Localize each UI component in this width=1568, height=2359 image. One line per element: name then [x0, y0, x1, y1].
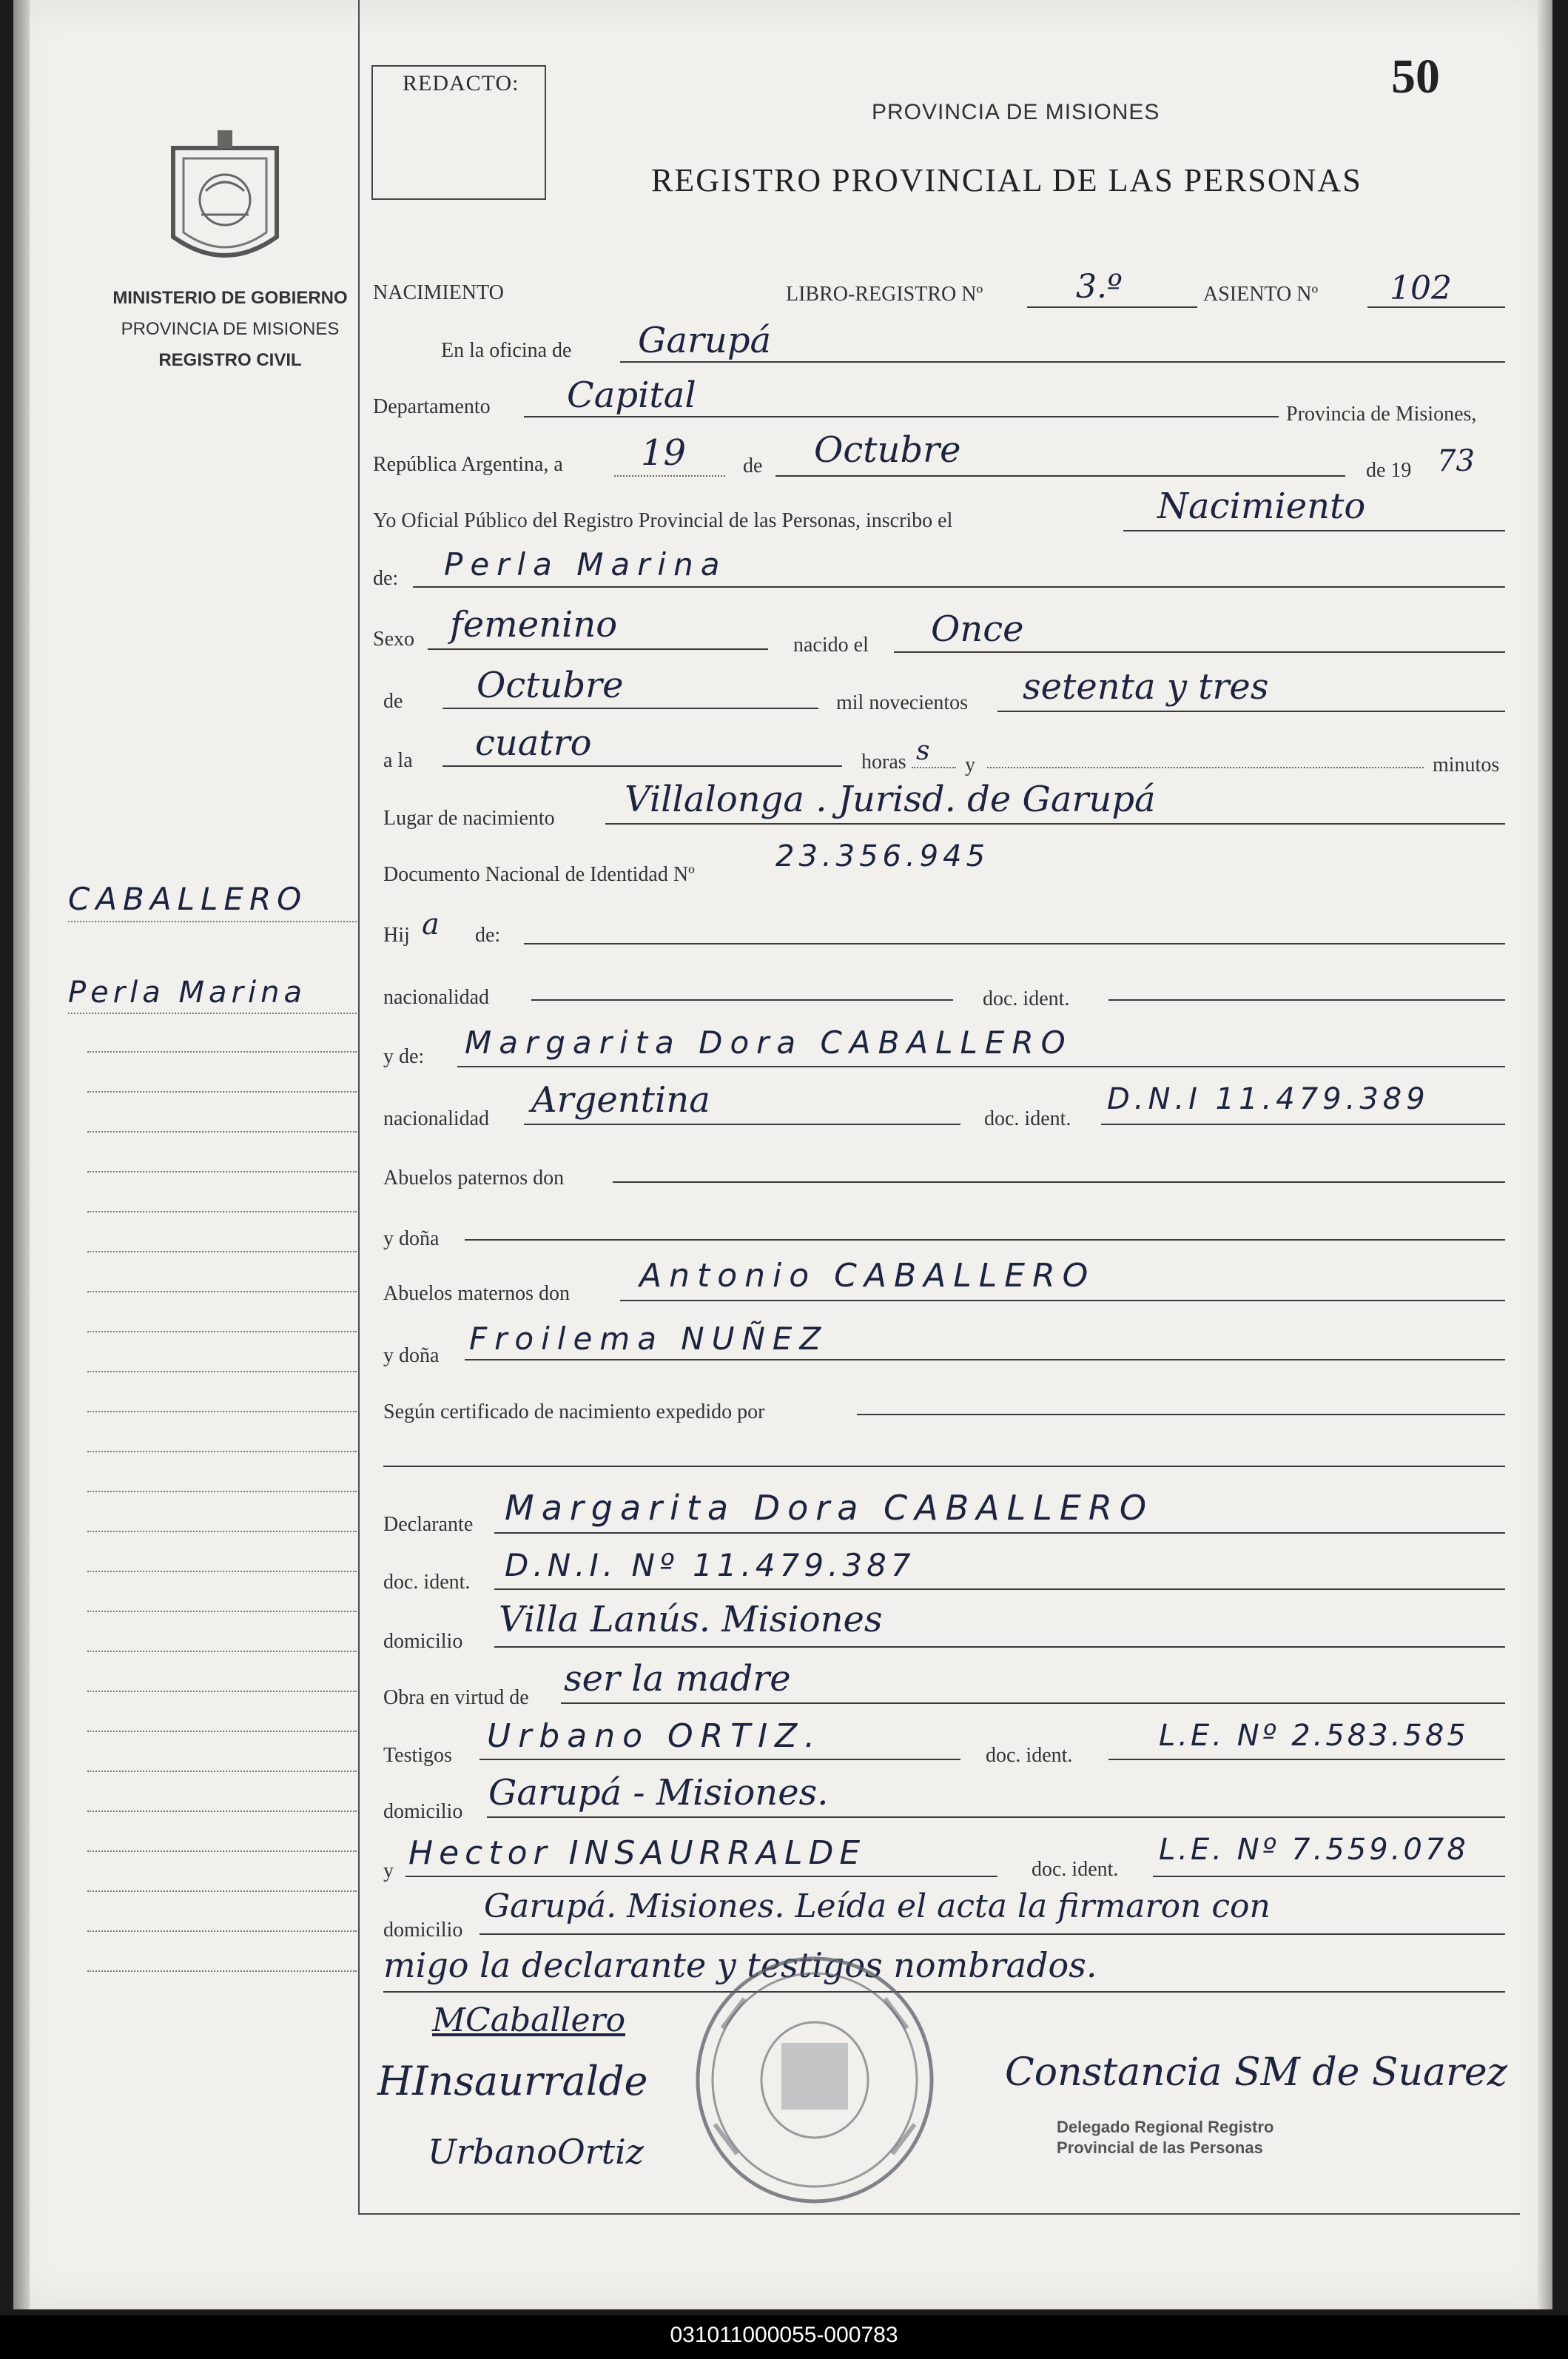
- docident3-value: D.N.I. Nº 11.479.387: [505, 1547, 915, 1583]
- testigo1-line: [480, 1759, 960, 1760]
- nacimiento-label: NACIMIENTO: [373, 281, 504, 304]
- docident2-value: D.N.I 11.479.389: [1107, 1082, 1430, 1116]
- testigo2-line: [406, 1876, 997, 1877]
- docident3-label: doc. ident.: [383, 1571, 471, 1594]
- anio-nac-line: [997, 711, 1505, 712]
- ydona2-label: y doña: [383, 1344, 440, 1367]
- nacionalidad2-line: [524, 1124, 960, 1125]
- obra-label: Obra en virtud de: [383, 1686, 529, 1709]
- province-line: PROVINCIA DE MISIONES: [121, 319, 340, 339]
- segun-line: [857, 1414, 1505, 1415]
- docident4-label: doc. ident.: [986, 1744, 1073, 1767]
- signature-official: Constancia SM de Suarez: [1005, 2050, 1508, 2095]
- continuation-value: migo la declarante y testigos nombrados.: [383, 1945, 1097, 1985]
- y-label: y: [965, 754, 975, 776]
- abuelos-pat-line: [613, 1181, 1505, 1183]
- margin-line: [87, 1571, 357, 1572]
- oficina-line: [620, 361, 1505, 363]
- bottom-rule: [358, 2213, 1520, 2215]
- margin-given-names: Perla Marina: [68, 976, 306, 1010]
- testigos-label: Testigos: [383, 1744, 452, 1767]
- docident-line: [1108, 999, 1505, 1001]
- margin-line: [87, 1731, 357, 1732]
- departamento-label: Departamento: [373, 395, 491, 418]
- continuation-line: [383, 1991, 1505, 1993]
- redacto-box: [371, 65, 546, 200]
- signature-testigo1: UrbanoOrtiz: [428, 2132, 645, 2172]
- provincia-label: Provincia de Misiones,: [1286, 403, 1477, 426]
- margin-line: [87, 1051, 357, 1053]
- domicilio3-label: domicilio: [383, 1919, 463, 1942]
- domicilio-value: Villa Lanús. Misiones: [499, 1599, 883, 1640]
- ala-label: a la: [383, 749, 413, 772]
- margin-line: [87, 1331, 357, 1332]
- abuelo-mat-value: Antonio CABALLERO: [639, 1257, 1096, 1295]
- docident-label: doc. ident.: [983, 987, 1070, 1010]
- margin-line: [87, 1811, 357, 1812]
- declarante-line: [494, 1532, 1505, 1534]
- segun-line-2: [383, 1466, 1505, 1467]
- asiento-value: 102: [1390, 269, 1452, 307]
- margin-line: [87, 1291, 357, 1292]
- testigo1-value: Urbano ORTIZ.: [487, 1717, 823, 1755]
- signature-declarante: MCaballero: [432, 2001, 626, 2039]
- sexo-line: [428, 648, 768, 650]
- margin-line: [87, 1171, 357, 1172]
- inscribo-value: Nacimiento: [1157, 486, 1366, 527]
- signature-testigo2: HInsaurralde: [377, 2058, 648, 2104]
- oficina-value: Garupá: [638, 320, 772, 361]
- margin-line: [87, 1691, 357, 1692]
- hija-suffix: a: [422, 907, 440, 942]
- mes-line: [775, 475, 1345, 477]
- margin-line: [87, 1651, 357, 1652]
- departamento-line: [524, 416, 1279, 417]
- hija-de-label: de:: [475, 924, 501, 947]
- de3-label: de: [383, 690, 403, 713]
- docident2-label: doc. ident.: [984, 1107, 1071, 1130]
- margin-line: [87, 1491, 357, 1492]
- document-id: 031011000055-000783: [670, 2323, 898, 2347]
- nacido-label: nacido el: [793, 634, 869, 657]
- margin-line: [68, 921, 357, 922]
- hija-label: Hij: [383, 924, 410, 947]
- madre-line: [457, 1066, 1505, 1067]
- page-number: 50: [1391, 50, 1440, 104]
- declarante-label: Declarante: [383, 1513, 474, 1536]
- nombre-line: [413, 586, 1505, 588]
- dia-line: [614, 475, 725, 477]
- minutos-label: minutos: [1433, 754, 1500, 776]
- margin-line: [87, 1451, 357, 1452]
- page-edge: [1538, 0, 1552, 2309]
- margin-line: [87, 1211, 357, 1212]
- provincia-title: PROVINCIA DE MISIONES: [872, 100, 1160, 124]
- abuelos-mat-label: Abuelos maternos don: [383, 1282, 570, 1305]
- asiento-label: ASIENTO Nº: [1203, 283, 1319, 306]
- testigo1-doc: L.E. Nº 2.583.585: [1159, 1719, 1469, 1753]
- margin-line: [87, 1531, 357, 1532]
- margin-line: [87, 1850, 357, 1852]
- official-stamp-icon: [693, 1954, 937, 2206]
- libro-value: 3.º: [1076, 268, 1123, 306]
- book-spine: [13, 0, 30, 2309]
- dni-value: 23.356.945: [775, 839, 990, 873]
- de2-label: de:: [373, 567, 399, 590]
- minutos-line: [987, 767, 1424, 768]
- margin-line: [87, 1131, 357, 1132]
- mes-nac-value: Octubre: [477, 665, 624, 706]
- lugar-label: Lugar de nacimiento: [383, 807, 555, 830]
- margin-line: [87, 1930, 357, 1932]
- domicilio2-value: Garupá - Misiones.: [488, 1772, 829, 1813]
- obra-line: [561, 1702, 1505, 1704]
- testigo2-doc-line: [1153, 1876, 1505, 1877]
- republica-label: República Argentina, a: [373, 453, 563, 476]
- nacionalidad-label: nacionalidad: [383, 986, 490, 1009]
- ydona-label: y doña: [383, 1227, 440, 1250]
- libro-line: [1027, 306, 1197, 308]
- lugar-value: Villalonga . Jurisd. de Garupá: [625, 779, 1156, 820]
- nacido-line: [894, 651, 1505, 653]
- anio-value: 73: [1437, 444, 1475, 478]
- madre-value: Margarita Dora CABALLERO: [465, 1024, 1073, 1061]
- ministry-line: MINISTERIO DE GOBIERNO: [112, 288, 348, 308]
- oficina-label: En la oficina de: [441, 339, 572, 362]
- delegado-line2: Provincial de las Personas: [1057, 2138, 1263, 2157]
- domicilio-label: domicilio: [383, 1630, 463, 1653]
- abuela-mat-line: [465, 1359, 1505, 1360]
- testigo1-doc-line: [1108, 1759, 1505, 1760]
- docident3-line: [494, 1588, 1505, 1590]
- registry-line: REGISTRO CIVIL: [158, 350, 302, 370]
- horas-label: horas: [861, 751, 906, 774]
- declarante-value: Margarita Dora CABALLERO: [505, 1488, 1154, 1528]
- domicilio2-line: [487, 1816, 1505, 1818]
- docident2-line: [1101, 1124, 1505, 1125]
- dia-value: 19: [641, 432, 687, 474]
- horas-extra-line: [912, 767, 956, 768]
- margin-line: [87, 1371, 357, 1372]
- margin-line: [87, 1970, 357, 1972]
- margin-line: [87, 1771, 357, 1772]
- hora-line: [443, 765, 842, 767]
- anio-nac-value: setenta y tres: [1023, 666, 1269, 708]
- margin-line: [87, 1091, 357, 1093]
- margin-line: [87, 1411, 357, 1412]
- delegado-line1: Delegado Regional Registro: [1057, 2118, 1274, 2136]
- margin-surname: CABALLERO: [68, 881, 308, 917]
- asiento-line: [1367, 306, 1505, 308]
- testigo2-doc: L.E. Nº 7.559.078: [1159, 1833, 1469, 1867]
- testigo2-value: Hector INSAURRALDE: [408, 1834, 867, 1872]
- oficial-label: Yo Oficial Público del Registro Provincial de las Personas, inscribo el: [373, 509, 953, 532]
- segun-label: Según certificado de nacimiento expedido por: [383, 1400, 765, 1423]
- margin-line: [87, 1251, 357, 1252]
- inscribo-line: [1123, 530, 1505, 531]
- anio-label: de 19: [1366, 459, 1412, 482]
- domicilio2-label: domicilio: [383, 1800, 463, 1823]
- mes-nac-line: [443, 708, 818, 709]
- redacto-label: REDACTO:: [403, 71, 519, 95]
- yde-label: y de:: [383, 1045, 425, 1068]
- register-page: [13, 0, 1552, 2309]
- sexo-value: femenino: [450, 604, 618, 645]
- mil-label: mil novecientos: [836, 691, 969, 714]
- delegado-stamp: [1057, 2117, 1273, 2158]
- y2-label: y: [383, 1859, 394, 1882]
- lugar-line: [605, 823, 1505, 825]
- margin-line: [87, 1890, 357, 1892]
- mes-value: Octubre: [814, 429, 961, 471]
- abuelos-pat-label: Abuelos paternos don: [383, 1167, 565, 1189]
- margin-line: [87, 1611, 357, 1612]
- margin-line: [68, 1013, 357, 1014]
- registro-title: REGISTRO PROVINCIAL DE LAS PERSONAS: [651, 162, 1362, 198]
- departamento-value: Capital: [567, 375, 696, 416]
- ministry-block: [93, 283, 367, 376]
- nacionalidad-line: [531, 999, 953, 1001]
- horas-extra: s: [916, 736, 930, 766]
- abuela-mat-value: Froilema NUÑEZ: [469, 1321, 829, 1357]
- nacionalidad2-label: nacionalidad: [383, 1107, 490, 1130]
- domicilio3-line: [480, 1933, 1505, 1935]
- abuela-pat-line: [465, 1239, 1505, 1241]
- obra-value: ser la madre: [564, 1658, 791, 1699]
- domicilio3-value: Garupá. Misiones. Leída el acta la firmaron con: [484, 1887, 1271, 1925]
- sexo-label: Sexo: [373, 628, 414, 651]
- nombre-value: Perla Marina: [444, 546, 727, 583]
- libro-label: LIBRO-REGISTRO Nº: [786, 283, 983, 306]
- hora-value: cuatro: [475, 722, 592, 764]
- abuelo-mat-line: [620, 1300, 1505, 1301]
- nacido-value: Once: [931, 608, 1024, 650]
- provincial-seal-icon: [158, 126, 292, 274]
- domicilio-line: [494, 1646, 1505, 1648]
- padre-line: [524, 943, 1505, 944]
- nacionalidad2-value: Argentina: [531, 1079, 710, 1121]
- de-label: de: [743, 454, 763, 477]
- dni-label: Documento Nacional de Identidad Nº: [383, 863, 695, 886]
- docident5-label: doc. ident.: [1032, 1858, 1119, 1881]
